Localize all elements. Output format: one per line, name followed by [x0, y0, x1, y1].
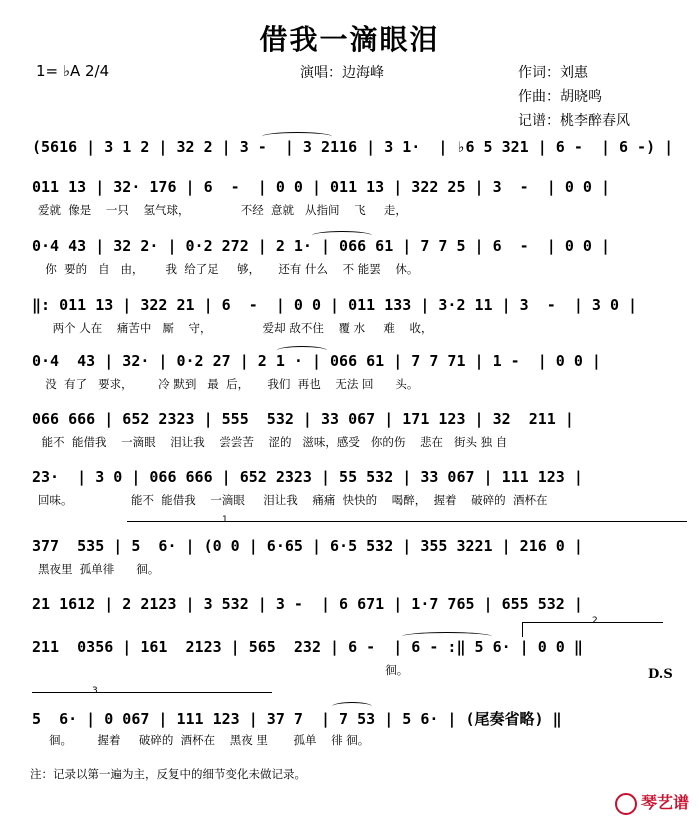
lyricist-credit: 作词：刘惠 — [518, 65, 588, 81]
notes-line-9: 21 1612 | 2 2123 | 3 532 | 3 - | 6 671 | 1·7 765 | 655 532 | — [32, 595, 583, 613]
tie-arc — [332, 702, 372, 711]
notes-line-7: 23· | 3 0 | 066 666 | 652 2323 | 55 532 | 33 067 | 111 123 | — [32, 468, 583, 486]
transcriber-credit: 记谱：桃李醉春风 — [518, 113, 630, 129]
tie-arc — [312, 231, 372, 240]
key-signature: 1= ♭A 2/4 — [36, 62, 110, 80]
tie-arc — [402, 632, 492, 641]
lyrics-line-10: 徊。 — [38, 663, 409, 677]
lyrics-line-8: 黑夜里 孤单徘 徊。 — [38, 562, 160, 576]
lyrics-line-7: 回味。 能不 能借我 一滴眼 泪让我 痛痛 快快的 喝醉， 握着 破碎的 酒杯在 — [38, 493, 548, 507]
lyrics-line-2: 爱就 像是 一只 氢气球， 不经 意就 从指间 飞 走， — [38, 203, 407, 217]
footnote: 注：记录以第一遍为主，反复中的细节变化未做记录。 — [30, 767, 306, 781]
singer-credit: 演唱：边海峰 — [300, 65, 384, 81]
song-title: 借我一滴眼泪 — [259, 23, 440, 56]
volta-2-number: 2 — [592, 616, 598, 626]
site-logo — [615, 790, 689, 815]
lyrics-line-6: 能不 能借我 一滴眼 泪让我 尝尝苦 涩的 滋味，感受 你的伤 悲在 街头 独 自 — [38, 435, 508, 449]
lyrics-line-5: 没 有了 要求， 冷 默到 最 后， 我们 再也 无法 回 头。 — [38, 377, 419, 391]
lyrics-line-3: 你 要的 自 由， 我 给了足 够， 还有 什么 不 能罢 休。 — [38, 262, 419, 276]
volta-1-number: 1 — [222, 515, 228, 525]
notes-line-1: (5616 | 3 1 2 | 32 2 | 3 - | 3 2116 | 3 1· | ♭6 5 321 | 6 - | 6 -) | — [32, 138, 674, 156]
logo-text: 琴艺谱 — [640, 793, 689, 812]
notes-line-10: 211 0356 | 161 2123 | 565 232 | 6 - | 6 - :‖ 5 6· | 0 0 ‖ — [32, 638, 583, 656]
notes-line-4: ‖: 011 13 | 322 21 | 6 - | 0 0 | 011 133 | 3·2 11 | 3 - | 3 0 | — [32, 296, 638, 314]
notes-line-8: 377 535 | 5 6· | (0 0 | 6·65 | 6·5 532 | 355 3221 | 216 0 | — [32, 537, 583, 555]
tie-arc — [262, 132, 332, 141]
ds-mark: D.S — [648, 667, 673, 682]
notes-line-3: 0·4 43 | 32 2· | 0·2 272 | 2 1· | 066 61 | 7 7 5 | 6 - | 0 0 | — [32, 237, 610, 255]
volta-3-bracket — [32, 692, 272, 705]
logo-icon — [615, 793, 637, 815]
volta-1-bracket — [127, 521, 687, 534]
notes-line-5: 0·4 43 | 32· | 0·2 27 | 2 1 · | 066 61 | 7 7 71 | 1 - | 0 0 | — [32, 352, 601, 370]
volta-3-number: 3 — [92, 686, 98, 696]
notes-line-11: 5 6· | 0 067 | 111 123 | 37 7 | 7 53 | 5 6· | (尾奏省略) ‖ — [32, 710, 562, 728]
notes-line-2: 011 13 | 32· 176 | 6 - | 0 0 | 011 13 | 322 25 | 3 - | 0 0 | — [32, 178, 610, 196]
tie-arc — [277, 346, 327, 355]
lyrics-line-11: 徊。 握着 破碎的 酒杯在 黑夜 里 孤单 徘 徊。 — [38, 733, 370, 747]
lyrics-line-4: 两个 人在 痛苦中 厮 守， 爱却 敌不住 覆 水 难 收， — [38, 321, 433, 335]
notes-line-6: 066 666 | 652 2323 | 555 532 | 33 067 | 171 123 | 32 211 | — [32, 410, 574, 428]
composer-credit: 作曲：胡晓鸣 — [518, 89, 602, 105]
